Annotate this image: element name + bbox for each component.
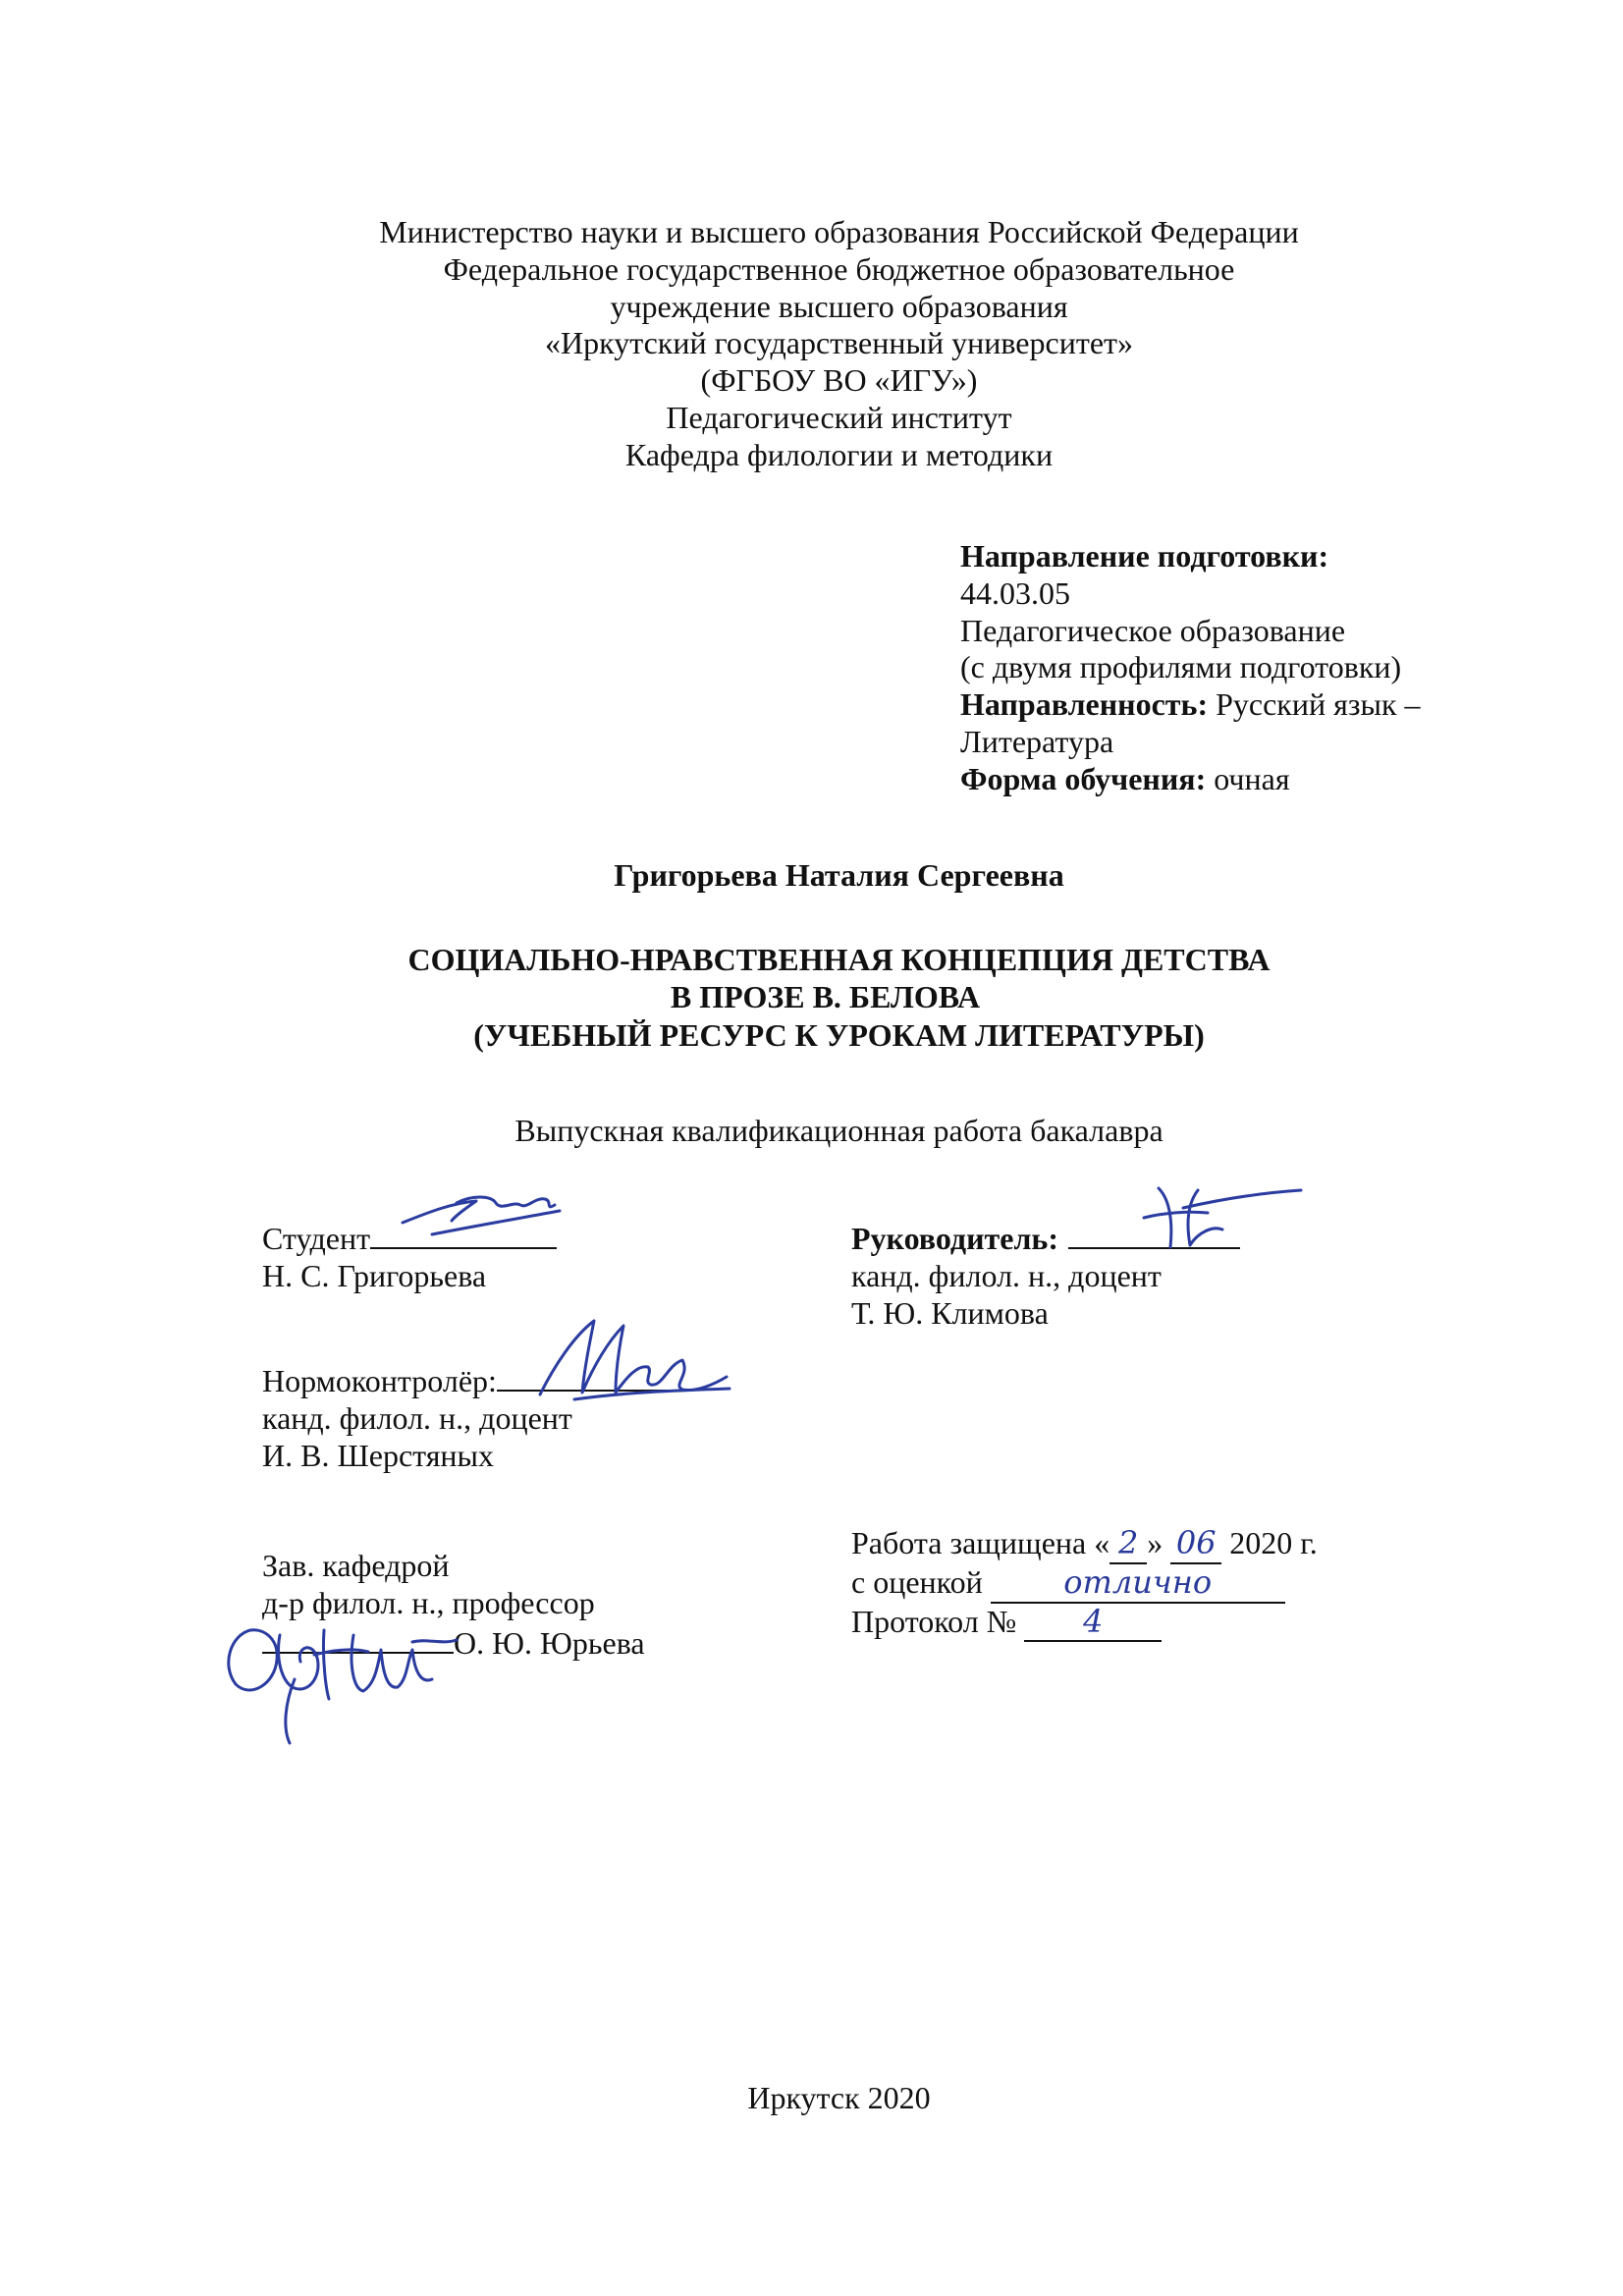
protocol-label: Протокол № bbox=[851, 1603, 1017, 1639]
signature-normcontrol bbox=[535, 1306, 731, 1404]
normcontrol-label: Нормоконтролёр: bbox=[262, 1363, 497, 1398]
defense-year: 2020 г. bbox=[1229, 1525, 1318, 1560]
grade-label: с оценкой bbox=[851, 1563, 983, 1600]
defense-block bbox=[851, 1525, 1318, 1642]
header-line-institute: Педагогический институт bbox=[666, 399, 1012, 435]
signature-supervisor bbox=[1129, 1178, 1306, 1257]
title-line-3: (УЧЕБНЫЙ РЕСУРС К УРОКАМ ЛИТЕРАТУРЫ) bbox=[473, 1016, 1205, 1053]
header-line-department: Кафедра филологии и методики bbox=[624, 436, 1054, 472]
supervisor-label: Руководитель: bbox=[851, 1221, 1058, 1256]
student-name: Н. С. Григорьева bbox=[262, 1257, 487, 1293]
defense-day: 2 bbox=[1109, 1525, 1147, 1564]
head-name: О. Ю. Юрьева bbox=[454, 1624, 645, 1661]
header-line-institution-type: учреждение высшего образования bbox=[610, 288, 1068, 324]
header-line-ministry: Министерство науки и высшего образования Российской Федерации bbox=[379, 214, 1299, 249]
header-line-federal: Федеральное государственное бюджетное образовательное bbox=[443, 250, 1235, 287]
protocol-value: 4 bbox=[1024, 1604, 1162, 1643]
supervisor-degree: канд. филол. н., доцент bbox=[851, 1257, 1162, 1293]
header-line-abbrev: (ФГБОУ ВО «ИГУ») bbox=[700, 362, 978, 398]
author-name: Григорьева Наталия Сергеевна bbox=[614, 857, 1064, 893]
focus-value-cont: Литература bbox=[960, 723, 1114, 759]
header-line-university: «Иркутский государственный университет» bbox=[544, 325, 1133, 361]
form-label: Форма обучения: bbox=[960, 760, 1207, 796]
form-value: очная bbox=[1214, 760, 1290, 796]
supervisor-name: Т. Ю. Климова bbox=[851, 1294, 1049, 1331]
signature-head bbox=[206, 1581, 481, 1748]
grade-value: отлично bbox=[991, 1564, 1285, 1604]
normcontrol-degree: канд. филол. н., доцент bbox=[262, 1399, 572, 1436]
student-label: Студент bbox=[262, 1221, 371, 1256]
direction-label: Направление подготовки: bbox=[960, 538, 1329, 574]
head-label: Зав. кафедрой bbox=[262, 1548, 450, 1583]
institution-header bbox=[27, 214, 1623, 473]
direction-name: Педагогическое образование bbox=[960, 612, 1346, 648]
city-year: Иркутск 2020 bbox=[747, 2080, 931, 2115]
head-degree: д-р филол. н., профессор bbox=[262, 1584, 595, 1620]
thesis-title bbox=[0, 941, 1623, 1054]
title-line-2: В ПРОЗЕ В. БЕЛОВА bbox=[670, 979, 981, 1015]
work-type: Выпускная квалификационная работа бакалавра bbox=[514, 1113, 1163, 1148]
defense-prefix: Работа защищена « bbox=[851, 1525, 1110, 1560]
focus-value: Русский язык – bbox=[1216, 686, 1421, 722]
title-line-1: СОЦИАЛЬНО-НРАВСТВЕННАЯ КОНЦЕПЦИЯ ДЕТСТВА bbox=[407, 942, 1271, 977]
direction-code: 44.03.05 bbox=[960, 574, 1070, 611]
direction-profiles: (с двумя профилями подготовки) bbox=[960, 649, 1402, 685]
direction-block bbox=[960, 538, 1471, 797]
defense-month: 06 bbox=[1170, 1525, 1221, 1564]
signature-student bbox=[398, 1183, 565, 1242]
normcontrol-name: И. В. Шерстяных bbox=[262, 1437, 495, 1473]
focus-label: Направленность: bbox=[960, 686, 1209, 722]
defense-mid: » bbox=[1147, 1525, 1163, 1560]
